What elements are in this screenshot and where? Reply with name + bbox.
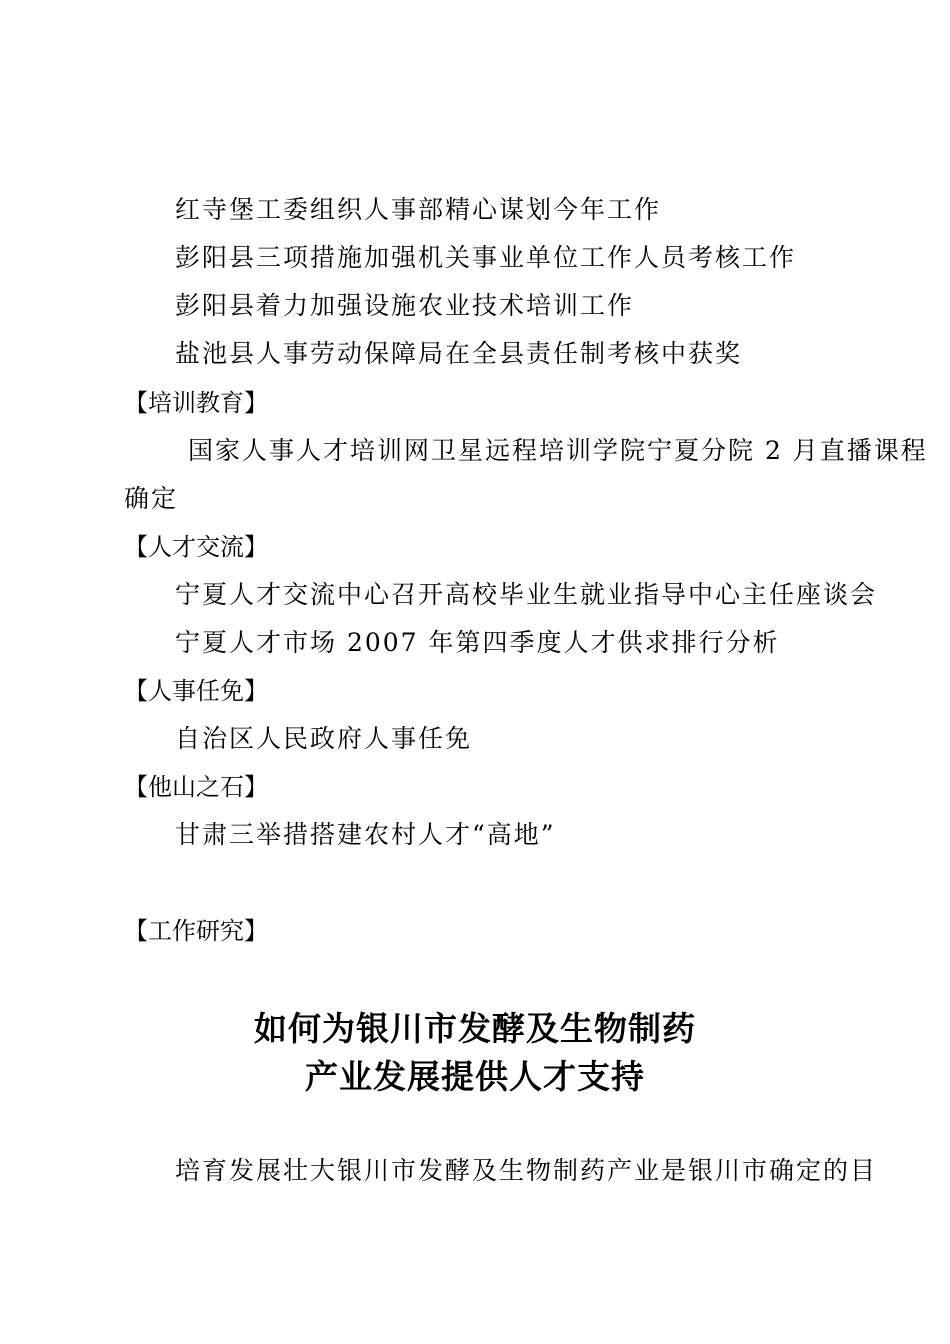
toc-item[interactable]: 国家人事人才培训网卫星远程培训学院宁夏分院 2 月直播课程 xyxy=(188,436,928,465)
section-heading-other-stones: 【他山之石】 xyxy=(124,773,268,801)
toc-item-continuation[interactable]: 确定 xyxy=(124,484,179,513)
section-heading-talent-exchange: 【人才交流】 xyxy=(124,533,268,561)
section-heading-training: 【培训教育】 xyxy=(124,389,268,417)
toc-item[interactable]: 甘肃三举措搭建农村人才“高地” xyxy=(175,820,556,849)
toc-item[interactable]: 红寺堡工委组织人事部精心谋划今年工作 xyxy=(175,195,662,224)
toc-item[interactable]: 彭阳县着力加强设施农业技术培训工作 xyxy=(175,291,635,320)
section-heading-research: 【工作研究】 xyxy=(124,917,268,945)
toc-item[interactable]: 盐池县人事劳动保障局在全县责任制考核中获奖 xyxy=(175,339,743,368)
toc-item[interactable]: 宁夏人才交流中心召开高校毕业生就业指导中心主任座谈会 xyxy=(175,580,878,609)
toc-item[interactable]: 彭阳县三项措施加强机关事业单位工作人员考核工作 xyxy=(175,243,797,272)
article-title-line-1: 如何为银川市发酵及生物制药 xyxy=(254,1009,696,1048)
toc-item[interactable]: 宁夏人才市场 2007 年第四季度人才供求排行分析 xyxy=(175,628,780,657)
article-title-line-2: 产业发展提供人才支持 xyxy=(305,1057,645,1096)
toc-item[interactable]: 自治区人民政府人事任免 xyxy=(175,724,473,753)
article-body-paragraph: 培育发展壮大银川市发酵及生物制药产业是银川市确定的目 xyxy=(175,1156,878,1185)
section-heading-appointments: 【人事任免】 xyxy=(124,677,268,705)
